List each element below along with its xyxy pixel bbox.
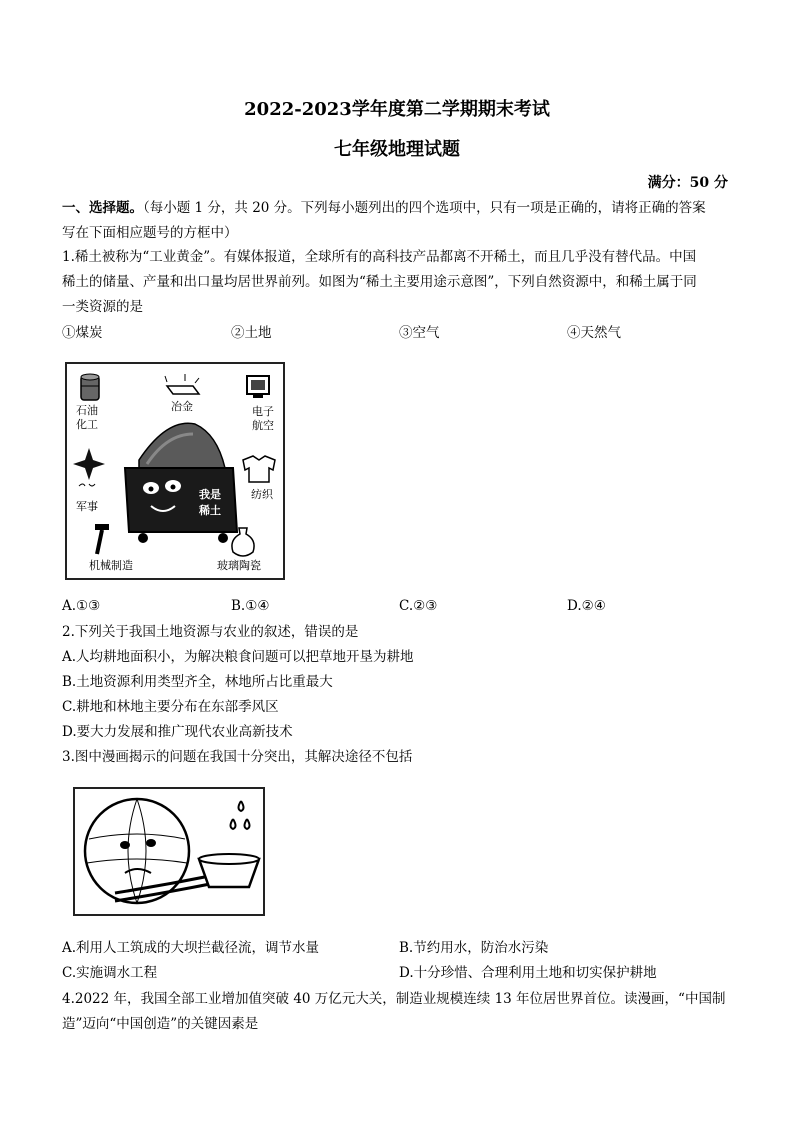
rare-earth-uses-figure (65, 362, 285, 580)
q1-option-d: D.②④ (567, 598, 606, 614)
q3-stem: 3.图中漫画揭示的问题在我国十分突出，其解决途径不包括 (62, 749, 413, 765)
q1-option-a: A.①③ (62, 598, 101, 614)
exam-subtitle: 七年级地理试题 (334, 139, 460, 160)
q1-item-2: ②土地 (231, 325, 272, 341)
bowl-icon (199, 854, 259, 887)
fighter-jet-icon (73, 448, 105, 486)
q1-item-1: ①煤炭 (62, 325, 103, 341)
label-glass: 玻璃陶瓷 (217, 559, 261, 572)
section-instruction-line1: （每小题 1 分，共 20 分。下列每小题列出的四个选项中，只有一项是正确的，请将正确的答案 (143, 200, 706, 216)
rare-earth-cart-icon (125, 423, 237, 543)
section-instruction (62, 202, 706, 216)
cart-label-1: 我是 (199, 488, 221, 501)
section-instruction-line2: 写在下面相应题号的方框中） (62, 225, 238, 241)
metal-ingot-icon (165, 374, 199, 394)
q1-stem-line3: 一类资源的是 (62, 299, 143, 315)
label-military: 军事 (76, 500, 98, 513)
water-drops-icon (231, 801, 250, 829)
q1-item-4: ④天然气 (567, 325, 621, 341)
q3-option-c: C.实施调水工程 (62, 965, 158, 981)
q1-item-3: ③空气 (399, 325, 440, 341)
section-heading: 一、选择题。 (62, 200, 143, 216)
q2-option-d: D.要大力发展和推广现代农业高新技术 (62, 724, 293, 740)
q2-option-c: C.耕地和林地主要分布在东部季风区 (62, 699, 279, 715)
label-electronics-1: 电子 (252, 405, 274, 418)
q4-stem-line2: 造”迈向“中国创造”的关键因素是 (62, 1016, 259, 1032)
q1-option-b: B.①④ (231, 598, 270, 614)
label-petro-2: 化工 (76, 418, 98, 431)
q2-option-a: A.人均耕地面积小，为解决粮食问题可以把草地开垦为耕地 (62, 649, 414, 665)
label-metallurgy: 冶金 (171, 400, 193, 413)
cart-label-2: 稀土 (199, 504, 221, 517)
q2-stem: 2.下列关于我国土地资源与农业的叙述，错误的是 (62, 624, 359, 640)
label-machinery: 机械制造 (89, 559, 133, 572)
label-petro-1: 石油 (76, 404, 98, 417)
q3-option-b: B.节约用水，防治水污染 (399, 940, 549, 956)
globe-head-icon (85, 799, 189, 903)
water-shortage-cartoon (73, 787, 265, 916)
q1-stem-line1: 1.稀土被称为“工业黄金”。有媒体报道，全球所有的高科技产品都离不开稀土，而且几乎没有替代品。中国 (62, 249, 697, 265)
rare-earth-uses-illustration (67, 364, 283, 578)
oil-barrel-icon (81, 374, 99, 400)
q1-option-c: C.②③ (399, 598, 438, 614)
water-shortage-illustration (75, 789, 263, 914)
label-textile: 纺织 (251, 488, 273, 501)
q1-stem-line2: 稀土的储量、产量和出口量均居世界前列。如图为“稀土主要用途示意图”，下列自然资源中，和稀土属于同 (62, 274, 697, 290)
q3-option-d: D.十分珍惜、合理利用土地和切实保护耕地 (399, 965, 657, 981)
screw-icon (95, 524, 109, 554)
label-electronics-2: 航空 (252, 419, 274, 432)
monitor-icon (247, 376, 269, 398)
q2-option-b: B.土地资源利用类型齐全，林地所占比重最大 (62, 674, 333, 690)
q4-stem-line1: 4.2022 年，我国全部工业增加值突破 40 万亿元大关，制造业规模连续 13 年位居世界首位。读漫画，“中国制 (62, 991, 726, 1007)
q3-option-a: A.利用人工筑成的大坝拦截径流，调节水量 (62, 940, 320, 956)
full-score: 满分：50 分 (647, 175, 728, 191)
shirt-icon (243, 456, 275, 482)
exam-title: 2022-2023学年度第二学期期末考试 (244, 99, 550, 120)
